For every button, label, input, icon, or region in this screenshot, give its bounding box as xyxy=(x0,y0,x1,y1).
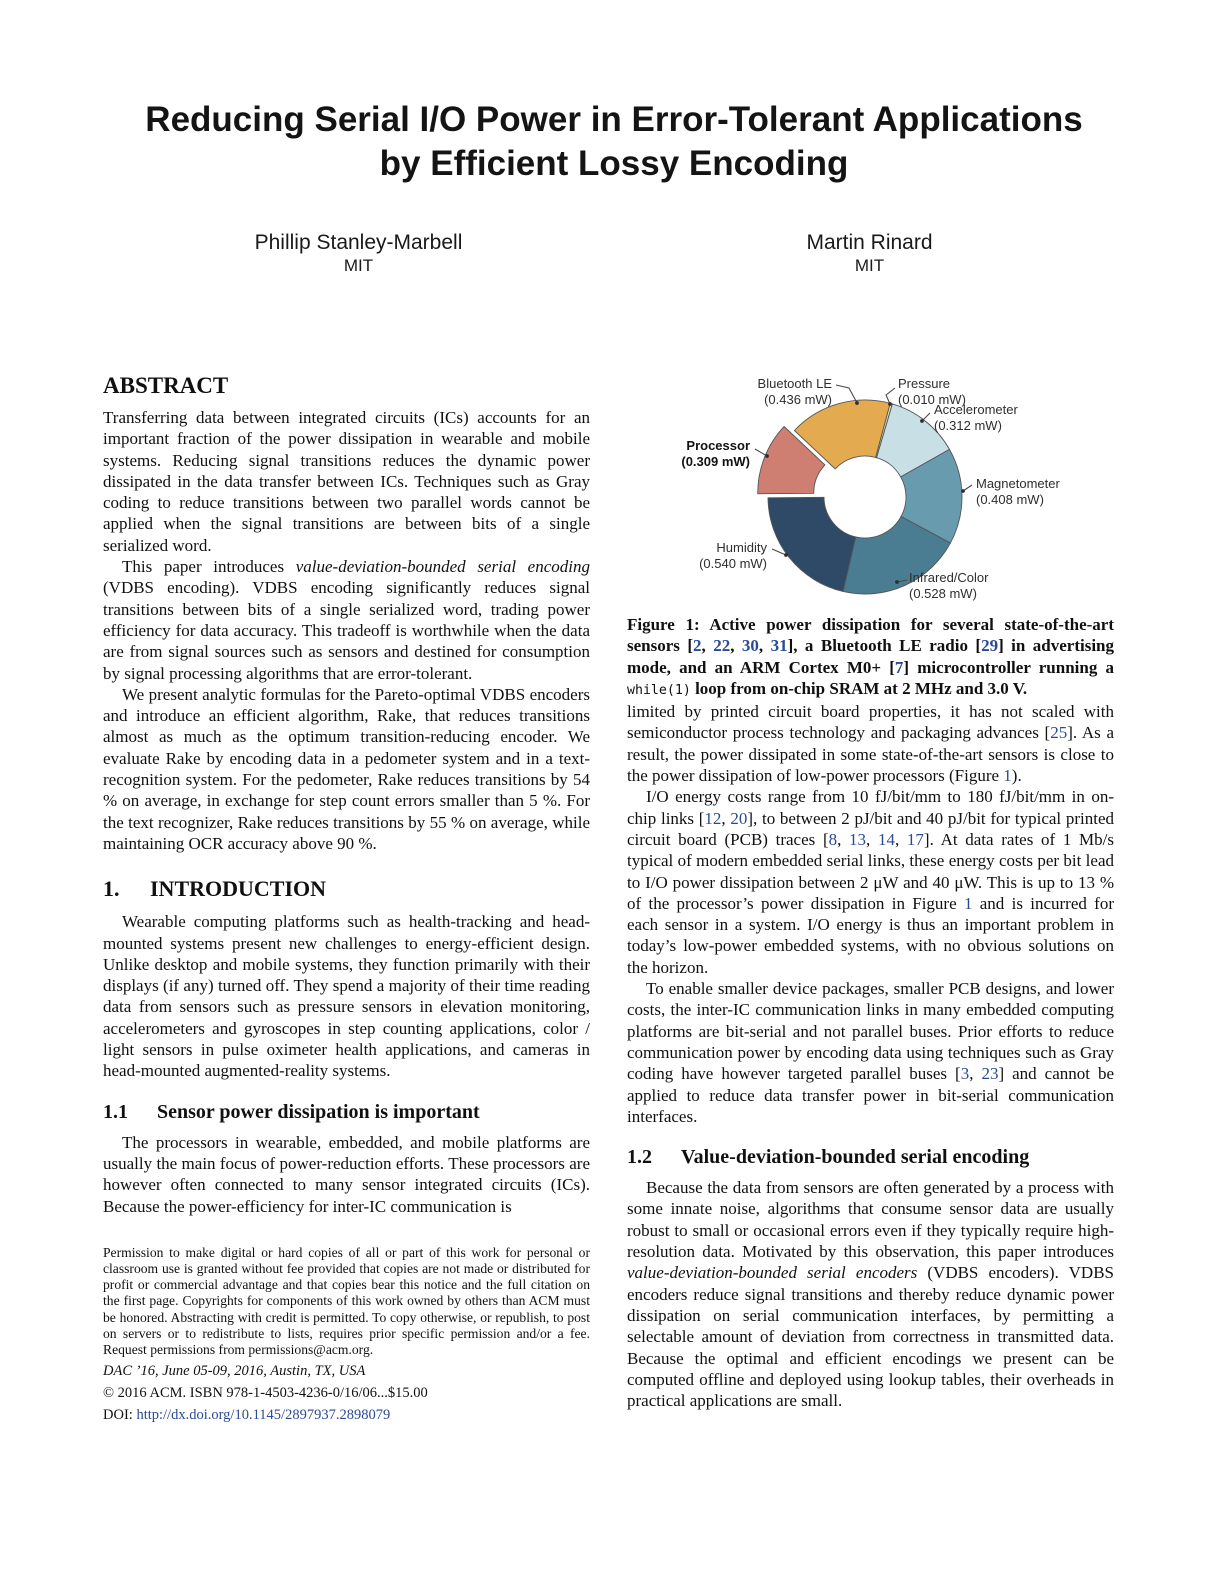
citation-link[interactable]: 17 xyxy=(906,829,924,849)
abstract-paragraph-2 xyxy=(103,556,590,684)
citation-link[interactable]: 3 xyxy=(960,1064,970,1084)
citation-link[interactable]: 23 xyxy=(981,1064,999,1084)
text-segment: Transferring data between integrated circuits (ICs) accounts for an important fraction of the power dissipation in wearable and mobile systems. Reducing signal transitions reduces the dynamic power dissipated in the data transfer between ICs. Techniques such as Gray coding to reduce transitions between two parallel words cannot be applied when the signal transitions are between bits of a single serialized word. xyxy=(103,408,590,555)
citation-link[interactable]: 12 xyxy=(704,808,722,828)
chart-label-value: (0.528 mW) xyxy=(909,585,977,601)
section-1-1-title: Sensor power dissipation is important xyxy=(157,1100,480,1123)
section-1-2-paragraph xyxy=(627,1177,1114,1411)
chart-leader-dot xyxy=(888,402,892,406)
text-segment: , xyxy=(721,808,731,828)
text-segment: , xyxy=(969,1064,982,1084)
citation-link[interactable]: 2 xyxy=(693,636,702,656)
citation-link[interactable]: 13 xyxy=(849,829,867,849)
section-1-2-heading xyxy=(627,1145,1114,1169)
text-segment: Permission to make digital or hard copies of all or part of this work for personal or classroom use is granted without fee provided that copies are not made or distributed for profit or commercial advantage and that copies bear this notice and the full citation on the first page. Copyrights for components of this work owned by others than ACM must be honored. Abstracting with credit is permitted. To copy otherwise, or republish, to post on servers or to redistribute to lists, requires prior specific permission and/or a fee. Request permissions from permissions@acm.org. xyxy=(103,1244,590,1358)
citation-link[interactable]: 1 xyxy=(963,893,973,913)
text-segment: ]. As a result, the power dissipated in some state-of-the-art sensors is close to the power dissipation of low-power processors (Figure xyxy=(627,723,1115,786)
bit-serial-paragraph xyxy=(627,978,1114,1127)
chart-leader-line xyxy=(886,388,895,404)
chart-label-name: Humidity xyxy=(716,540,767,555)
chart-leader-line xyxy=(755,449,767,456)
chart-label-infrared-color xyxy=(909,570,988,601)
chart-label-value: (0.010 mW) xyxy=(898,391,966,407)
chart-label-processor xyxy=(681,438,750,469)
text-segment: (VDBS encoders). VDBS encoders reduce signal transitions and thereby reduce dynamic power dissipation on serial communication interfaces, by permitting a selectable amount of deviation from correctness in transmitted data. Because the optimal and efficient encodings we present can be computed offline and deployed using lookup tables, their overheads in practical applications are small. xyxy=(627,1263,1114,1411)
chart-label-bluetooth-le xyxy=(758,376,832,407)
author-2-affiliation: MIT xyxy=(854,256,885,275)
text-segment: Because the data from sensors are often generated by a process with some innate noise, algorithms that consume sensor data are usually robust to small or occasional errors even if they typically require high-resolution data. Motivated by this observation, this paper introduces xyxy=(627,1178,1114,1262)
section-1-1-heading xyxy=(103,1100,590,1124)
figure-1-caption xyxy=(627,614,1114,701)
chart-label-value: (0.540 mW) xyxy=(699,555,767,571)
text-segment: , xyxy=(894,829,907,849)
section-1-heading xyxy=(103,876,590,902)
figure-1 xyxy=(627,372,1114,701)
paper-title-line2: by Efficient Lossy Encoding xyxy=(379,144,849,183)
chart-label-name: Infrared/Color xyxy=(909,570,989,585)
text-segment: ] microcontroller running a xyxy=(903,657,1114,677)
citation-link[interactable]: 29 xyxy=(981,636,999,656)
text-segment: while(1) xyxy=(627,682,691,698)
doi-line xyxy=(103,1406,590,1424)
text-segment: , xyxy=(837,829,850,849)
author-1-affiliation: MIT xyxy=(343,256,374,275)
chart-label-value: (0.309 mW) xyxy=(681,453,750,469)
chart-label-name: Magnetometer xyxy=(976,476,1060,491)
chart-label-humidity xyxy=(699,540,767,571)
paper-title-line1: Reducing Serial I/O Power in Error-Tolerant Applications xyxy=(145,100,1083,139)
citation-link[interactable]: 22 xyxy=(713,636,731,656)
text-segment: Wearable computing platforms such as health-tracking and head-mounted systems present new challenges to energy-efficient design. Unlike desktop and mobile systems, they function primarily with their displays (if any) turned off. They spend a majority of their time reading data from sensors such as pressure sensors in elevation monitoring, accelerometers and gyroscopes in step counting applications, color / light sensors in pulse oximeter health applications, and cameras in head-mounted augmented-reality systems. xyxy=(103,912,590,1081)
text-segment: , xyxy=(730,636,742,656)
author-block xyxy=(103,230,1125,276)
text-segment: ] in advertising mode, and an ARM Cortex M0+ [ xyxy=(627,636,1114,677)
text-segment: ], to between 2 pJ/bit and 40 pJ/bit for typical printed circuit board (PCB) traces [ xyxy=(627,808,1115,849)
chart-leader-dot xyxy=(961,489,965,493)
chart-leader-dot xyxy=(784,553,788,557)
text-segment: To enable smaller device packages, smaller PCB designs, and lower costs, the inter-IC communication links in many embedded computing platforms are bit-serial and not parallel buses. Prior efforts to reduce communication power by encoding data using techniques such as Gray coding have however targeted parallel buses [ xyxy=(627,979,1114,1084)
chart-label-value: (0.312 mW) xyxy=(934,417,1002,433)
citation-link[interactable]: 30 xyxy=(741,636,759,656)
chart-slice-humidity xyxy=(768,497,856,591)
author-2 xyxy=(614,230,1125,276)
citation-link[interactable]: 14 xyxy=(877,829,895,849)
section-1-1-number: 1.1 xyxy=(103,1100,128,1123)
chart-label-name: Pressure xyxy=(898,376,951,391)
citation-link[interactable]: 7 xyxy=(894,657,904,677)
doi-link[interactable]: http://dx.doi.org/10.1145/2897937.2898079 xyxy=(136,1407,391,1424)
two-column-body xyxy=(103,372,1125,1424)
chart-label-value: (0.408 mW) xyxy=(976,491,1044,507)
text-segment: We present analytic formulas for the Pareto-optimal VDBS encoders and introduce an efficient algorithm, Rake, that reduces transitions almost as much as the optimum transition-reducing encoder. We evaluate Rake by encoding data in a pedometer system and in a text-recognition system. For the pedometer, Rake reduces transitions by 54 % on average, in exchange for step count errors smaller than 5 %. For the text recognizer, Rake reduces transitions by 55 % on average, while maintaining OCR accuracy above 90 %. xyxy=(103,684,590,853)
text-segment: ). xyxy=(1011,766,1022,786)
text-segment: The processors in wearable, embedded, and mobile platforms are usually the main focus of power-reduction efforts. These processors are however often connected to many sensor integrated circuits (ICs). Because the power-efficiency for inter-IC communication is xyxy=(103,1132,590,1216)
text-segment: This paper introduces xyxy=(122,557,296,577)
text-segment: Figure 1: Active power dissipation for several state-of-the-art sensors [ xyxy=(627,615,1114,656)
text-segment: and is incurred for each sensor in a system. I/O energy is thus an important problem in today’s low-power embedded systems, with no obvious solutions on the horizon. xyxy=(627,893,1114,977)
citation-link[interactable]: 8 xyxy=(828,829,838,849)
citation-link[interactable]: 20 xyxy=(730,808,748,828)
text-segment: value-deviation-bounded serial encoders xyxy=(627,1263,918,1283)
abstract-paragraph-3 xyxy=(103,684,590,854)
doi-label: DOI: xyxy=(103,1407,137,1424)
isbn-line: © 2016 ACM. ISBN 978-1-4503-4236-0/16/06...$15.00 xyxy=(103,1385,428,1402)
author-1 xyxy=(103,230,614,276)
citation-link[interactable]: 1 xyxy=(1003,766,1012,786)
body-paragraph-continuation xyxy=(627,701,1114,786)
chart-leader-dot xyxy=(920,419,924,423)
author-1-name: Phillip Stanley-Marbell xyxy=(254,231,463,254)
section-1-number: 1. xyxy=(103,876,120,902)
chart-label-name: Processor xyxy=(686,438,750,453)
abstract-heading: ABSTRACT xyxy=(103,373,229,398)
permission-notice xyxy=(103,1245,590,1358)
io-energy-paragraph xyxy=(627,786,1114,978)
section-1-title: INTRODUCTION xyxy=(150,876,327,902)
citation-link[interactable]: 31 xyxy=(770,636,788,656)
chart-label-accelerometer xyxy=(934,402,1018,433)
text-segment: value-deviation-bounded serial encoding xyxy=(295,557,591,577)
chart-leader-dot xyxy=(855,401,859,405)
chart-leader-dot xyxy=(895,580,899,584)
section-1-2-number: 1.2 xyxy=(627,1146,652,1169)
paper-title xyxy=(0,0,1228,186)
section-1-1-paragraph xyxy=(103,1132,590,1217)
power-dissipation-donut-chart xyxy=(627,372,1114,604)
text-segment: loop from on-chip SRAM at 2 MHz and 3.0 V. xyxy=(690,678,1028,698)
left-column xyxy=(103,372,590,1424)
text-segment: , xyxy=(758,636,771,656)
section-1-2-title: Value-deviation-bounded serial encoding xyxy=(681,1146,1030,1169)
text-segment: ] and cannot be applied to reduce data transfer power in bit-serial communication interfaces. xyxy=(627,1064,1115,1126)
citation-link[interactable]: 25 xyxy=(1050,723,1068,743)
chart-label-value: (0.436 mW) xyxy=(764,391,832,407)
abstract-paragraph-1 xyxy=(103,407,590,556)
author-2-name: Martin Rinard xyxy=(806,231,933,254)
text-segment: (VDBS encoding). VDBS encoding significantly reduces signal transitions between bits of a single serialized word, trading power efficiency for data accuracy. This tradeoff is worthwhile when the data are from signal sources such as sensors and destined for consumption by signal processing algorithms that are error-tolerant. xyxy=(103,578,590,683)
text-segment: I/O energy costs range from 10 fJ/bit/mm to 180 fJ/bit/mm in on-chip links [ xyxy=(627,787,1114,828)
chart-label-name: Bluetooth LE xyxy=(757,376,832,391)
chart-label-name: Accelerometer xyxy=(934,402,1018,417)
chart-label-magnetometer xyxy=(976,476,1060,507)
conference-info: DAC ’16, June 05-09, 2016, Austin, TX, USA xyxy=(103,1363,366,1380)
text-segment: ], a Bluetooth LE radio [ xyxy=(787,636,982,656)
text-segment: , xyxy=(866,829,878,849)
text-segment: ]. At data rates of 1 Mb/s typical of modern embedded serial links, these energy costs per bit lead to I/O power dissipation between 2 μW and 40 μW. This is up to 13 % of the processor’s power dissipation in Figure xyxy=(627,829,1115,913)
text-segment: limited by printed circuit board properties, it has not scaled with semiconductor process technology and packaging advances [ xyxy=(627,702,1114,743)
copyright-footnote xyxy=(103,1245,590,1424)
text-segment: , xyxy=(701,636,714,656)
right-column xyxy=(627,372,1114,1424)
intro-paragraph xyxy=(103,911,590,1081)
chart-leader-dot xyxy=(765,454,769,458)
